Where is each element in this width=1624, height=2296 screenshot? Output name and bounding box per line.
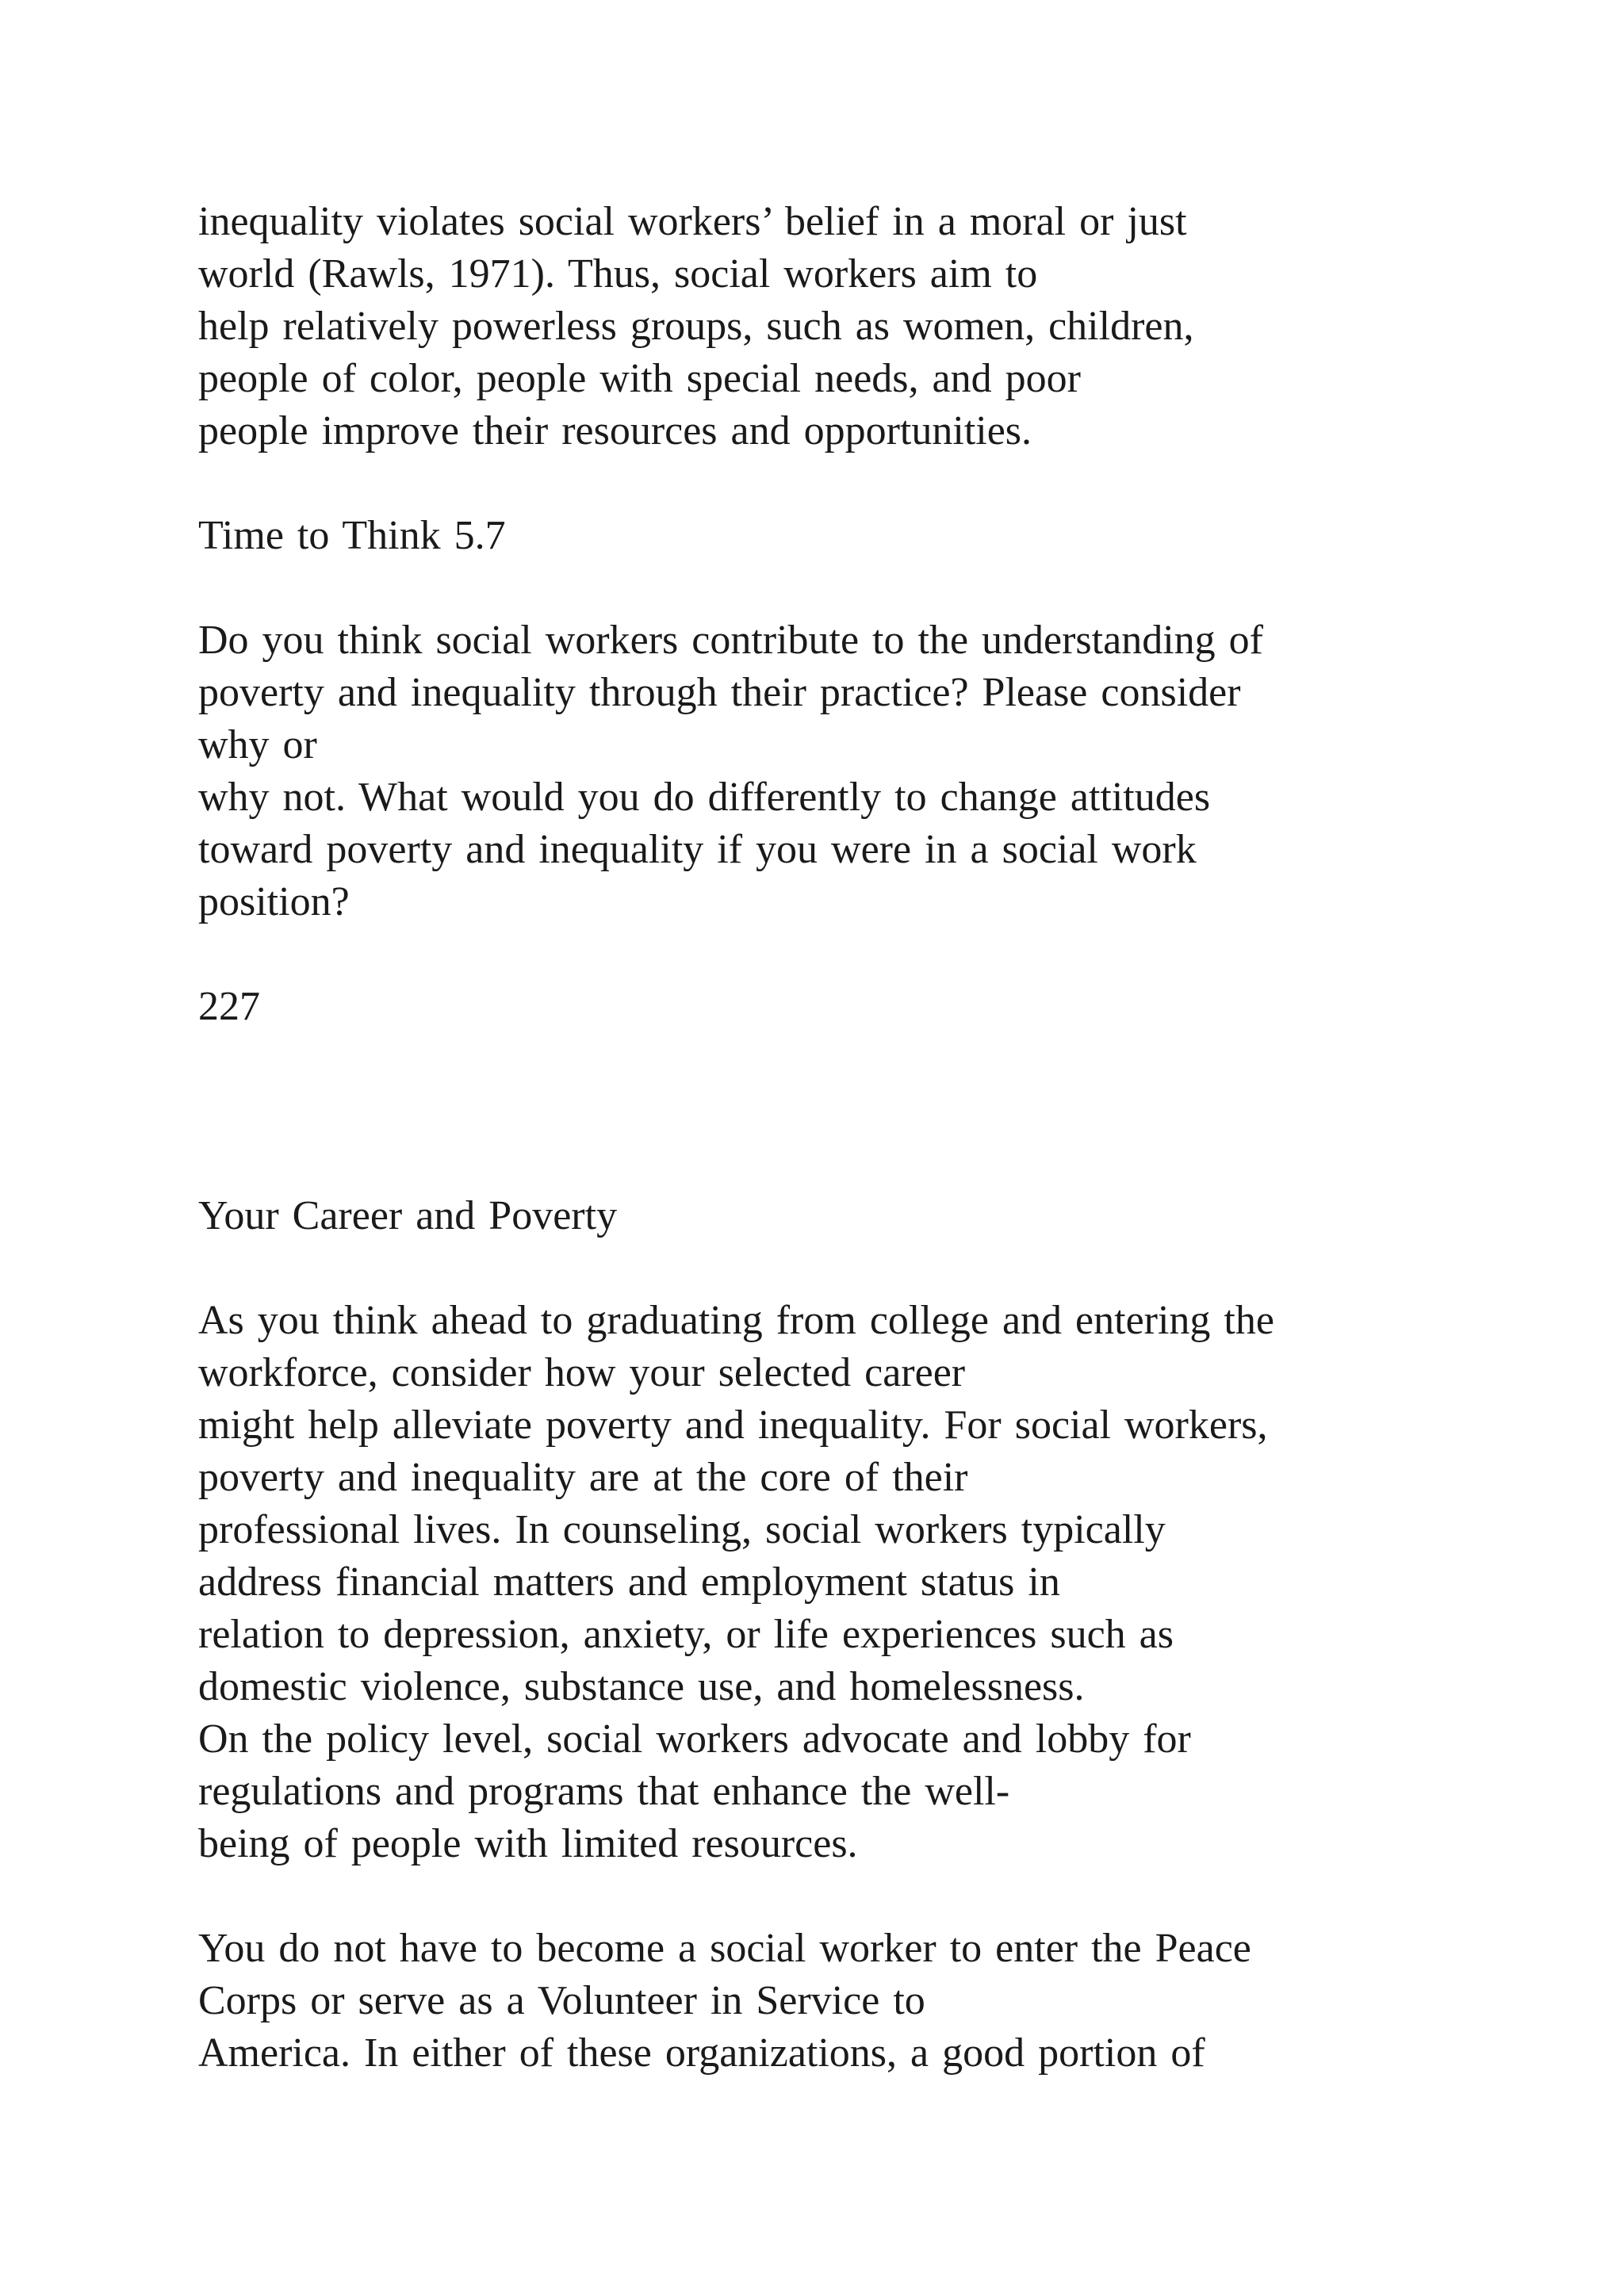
text-line: address financial matters and employment status in — [198, 1559, 1060, 1605]
text-line: might help alleviate poverty and inequality. For social workers, — [198, 1402, 1268, 1448]
text-line: relation to depression, anxiety, or life experiences such as — [198, 1612, 1174, 1657]
text-line: Corps or serve as a Volunteer in Service to — [198, 1978, 925, 2023]
text-line: You do not have to become a social worker to enter the Peace — [198, 1926, 1251, 1971]
page-number: 227 — [198, 984, 260, 1029]
text-line: people improve their resources and opportunities. — [198, 408, 1032, 453]
think-heading: Time to Think 5.7 — [198, 513, 506, 558]
text-line: professional lives. In counseling, social workers typically — [198, 1507, 1166, 1552]
text-line: toward poverty and inequality if you were in a social work — [198, 827, 1197, 872]
text-line: why or — [198, 722, 317, 767]
text-line: Do you think social workers contribute to the understanding of — [198, 618, 1263, 663]
text-line: people of color, people with special needs, and poor — [198, 356, 1081, 401]
text-line: America. In either of these organizations, a good portion of — [198, 2030, 1205, 2076]
text-line: being of people with limited resources. — [198, 1821, 858, 1866]
text-line: workforce, consider how your selected career — [198, 1350, 966, 1395]
text-line: domestic violence, substance use, and homelessness. — [198, 1664, 1085, 1709]
text-line: world (Rawls, 1971). Thus, social workers aim to — [198, 251, 1038, 297]
section-heading: Your Career and Poverty — [198, 1193, 618, 1238]
text-line: On the policy level, social workers advocate and lobby for — [198, 1716, 1191, 1762]
text-line: help relatively powerless groups, such as women, children, — [198, 304, 1194, 349]
text-line: inequality violates social workers’ belief in a moral or just — [198, 199, 1187, 244]
text-line: why not. What would you do differently to change attitudes — [198, 775, 1211, 820]
text-line: regulations and programs that enhance the well- — [198, 1769, 1010, 1814]
text-line: poverty and inequality are at the core of their — [198, 1455, 968, 1500]
text-line: poverty and inequality through their practice? Please consider — [198, 670, 1241, 715]
text-line: position? — [198, 879, 350, 924]
text-line: As you think ahead to graduating from college and entering the — [198, 1298, 1274, 1343]
